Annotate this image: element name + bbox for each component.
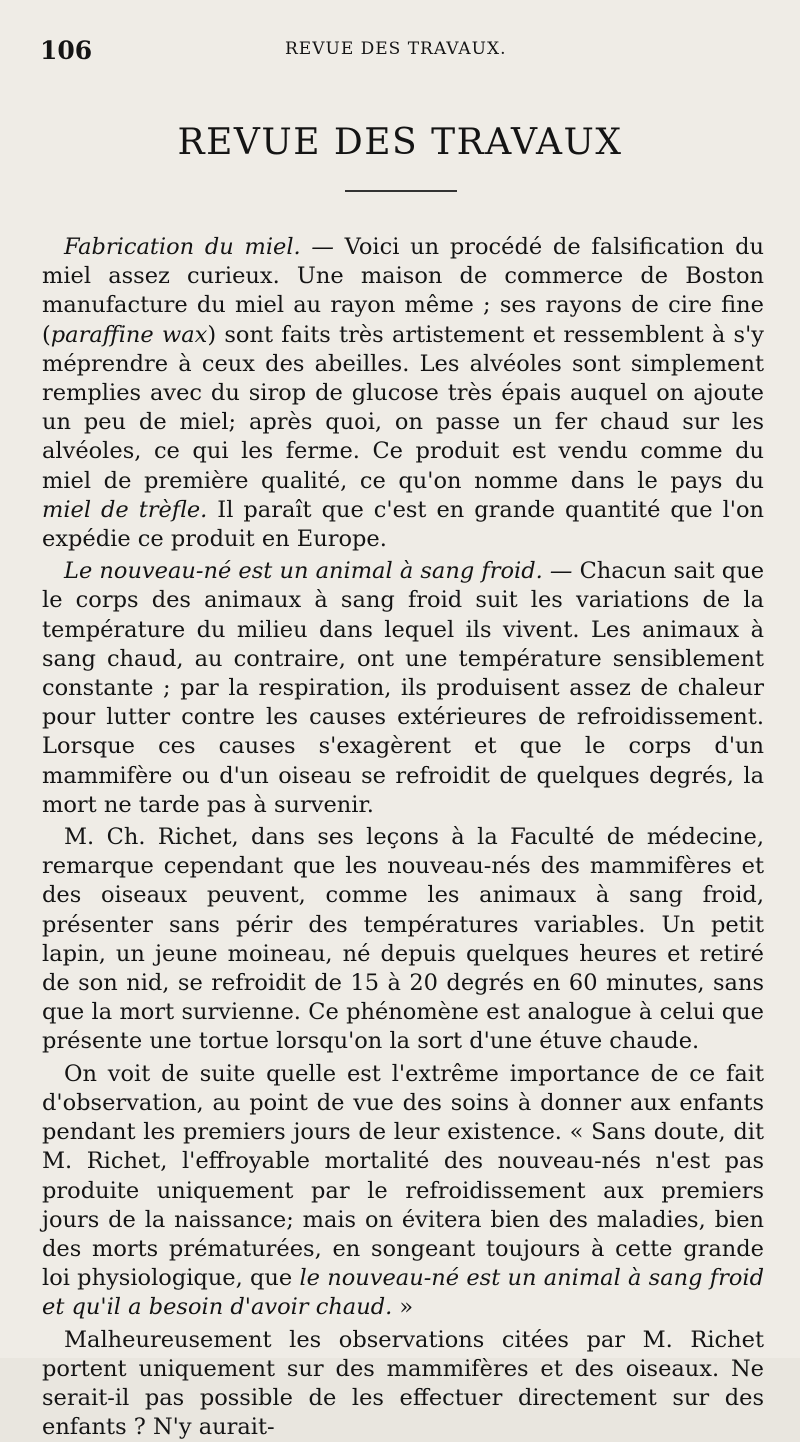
article-emphasis: paraffine wax (50, 321, 208, 348)
article-text: Chacun sait que le corps des animaux à sang froid suit les variations de la température du milieu dans lequel ils vivent. Les animaux à sang chaud, au contraire, ont une température sensiblement constante ; par la respiration, ils produisent assez de chaleur pour lutter contre les causes extérieures de refroidissement. Lorsque ces causes s'exagèrent et que le corps d'un mammifère ou d'un oiseau se refroidit de quelques degrés, la mort ne tarde pas à survenir. (42, 558, 765, 818)
article-text: Voici un procédé de falsification du miel assez curieux. Une maison de commerce de Boston manufacture du miel au rayon même ; ses rayons de cire fine ( (42, 234, 764, 348)
running-head (40, 36, 760, 66)
article-honey (42, 233, 764, 554)
paragraph-emphasis: le nouveau-né est un animal à sang froid et qu'il a besoin d'avoir chaud. (42, 1265, 764, 1321)
article-text: Il paraît que c'est en grande quantité que l'on expédie ce produit en Europe. (42, 496, 764, 553)
paragraph (42, 1060, 764, 1323)
page-number: 106 (40, 36, 93, 65)
section-title: REVUE DES TRAVAUX (177, 122, 623, 163)
article-emphasis: miel de trèfle. (42, 496, 208, 523)
title-rule (345, 190, 457, 192)
article-heading: Fabrication du miel. — (64, 234, 334, 260)
paragraph: M. Ch. Richet, dans ses leçons à la Faculté de médecine, remarque cependant que les nouveau-nés des mammifères et des oiseaux peuvent, comme les animaux à sang froid, présenter sans périr des températures variables. Un petit lapin, un jeune moineau, né depuis quelques heures et retiré de son nid, se refroidit de 15 à 20 degrés en 60 minutes, sans que la mort survienne. Ce phénomène est analogue à celui que présente une tortue lorsqu'on la sort d'une étuve chaude. (42, 824, 764, 1055)
paragraph-text: On voit de suite quelle est l'extrême importance de ce fait d'observation, au point de vue des soins à donner aux enfants pendant les premiers jours de leur existence. « Sans doute, dit M. Richet, l'effroyable mortalité des nouveau-nés n'est pas produite uniquement par le refroidissement aux premiers jours de la naissance; mais on évitera bien des maladies, bien des morts prématurées, en songeant toujours à cette grande loi physiologique, que (42, 1060, 764, 1292)
article-text: ) sont faits très artistement et ressemblent à s'y méprendre à ceux des abeilles. Les alvéoles sont simplement remplies avec du sirop de glucose très épais auquel on ajoute un peu de miel; après quoi, on passe un fer chaud sur les alvéoles, ce qui les ferme. Ce produit est vendu comme du miel de première qualité, ce qu'on nomme dans le pays du (42, 321, 764, 494)
paragraph-text: » (392, 1294, 414, 1321)
article-body (42, 233, 764, 1442)
running-title: REVUE DES TRAVAUX. (285, 39, 507, 59)
article-newborn (42, 557, 764, 820)
article-heading: Le nouveau-né est un animal à sang froid. — (64, 558, 573, 585)
paragraph: Malheureusement les observations citées par M. Richet portent uniquement sur des mammifères et des oiseaux. Ne serait-il pas possible de les effectuer directement sur des enfants ? N'y aurait- (42, 1326, 764, 1441)
